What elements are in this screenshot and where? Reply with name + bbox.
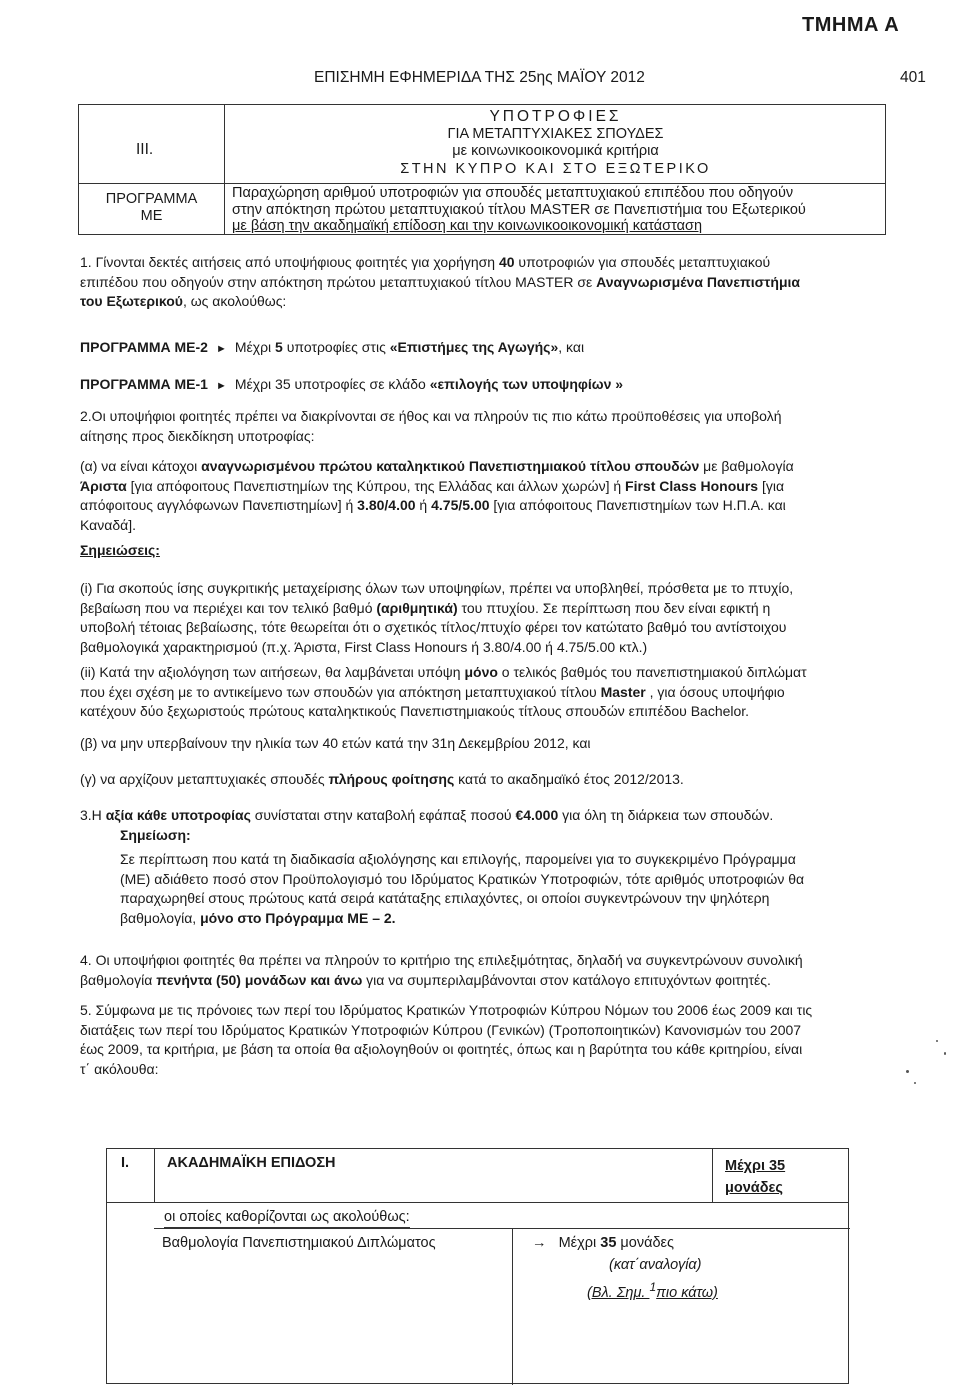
program-label-line1: ΠΡΟΓΡΑΜΜΑ [105,191,198,207]
criteria-value-number: 35 [600,1235,617,1251]
criteria-note-text-a: (Βλ. Σημ. [587,1284,650,1301]
cond-a-first-class: First Class Honours [625,477,759,494]
p1-line3-bold: του Εξωτερικού [80,293,183,309]
criteria-value-text-b: μονάδες [616,1235,674,1251]
title-desc-line-3: με βάση την ακαδημαϊκή επίδοση και την κοινωνικοοικονομική κατάσταση [232,218,703,234]
title-heading [224,108,887,178]
me2-text-b: υποτροφίες στις [282,339,390,355]
note-ii-line1-c: ο τελικός βαθμός του πανεπιστημιακού διπλώματ [497,664,807,680]
scan-speck [944,1052,946,1055]
scan-speck [914,1082,916,1084]
scan-speck [906,1070,909,1073]
p3-text-b: συνίσταται στην καταβολή εφάπαξ ποσού [250,807,516,823]
condition-b: (β) να μην υπερβαίνουν την ηλικία των 40 ετών κατά την 31η Δεκεμβρίου 2012, και [80,735,591,751]
cond-c-text-c: κατά το ακαδημαϊκό έτος 2012/2013. [454,771,684,787]
arrow-right-icon: → [532,1235,547,1251]
criteria-row-value [532,1235,674,1251]
criteria-heading-cell [154,1149,713,1202]
criteria-roman-cell [107,1149,155,1202]
cond-a-gpa-5: 4.75/5.00 [431,497,490,513]
scholarship-title-box [78,104,886,235]
cond-a-or: ή [415,497,432,513]
condition-a [80,457,880,535]
criteria-note-text-b: πιο κάτω) [656,1284,718,1301]
paragraph-5 [80,1001,880,1079]
me2-field: «Επιστήμες της Αγωγής» [389,339,559,355]
program-me2-label: ΠΡΟΓΡΑΜΜΑ ΜΕ-2 [80,339,208,355]
program-label [79,191,224,225]
condition-a-line-2 [80,477,880,497]
note-line4-a: βαθμολογία, [120,909,201,926]
note-heading: Σημείωση: [120,827,191,843]
condition-c [80,770,880,790]
paragraph-3 [80,806,880,826]
p3-text-c: για όλη τη διάρκεια των σπουδών. [558,807,774,823]
note-i-line-4: βαθμολογικά χαρακτηρισμού (π.χ. Άριστα, First Class Honours ή 3.80/4.00 ή 4.75/5.00 κτλ.) [80,638,648,655]
note-ii-line-3: κατέχουν δύο ξεχωριστούς πρώτους καταληκτικούς Πανεπιστημιακούς τίτλους σπουδών επιπέδου Bachelor. [80,703,750,719]
criteria-value-text-a: Μέχρι [558,1235,601,1251]
p3-bold-value: αξία κάθε υποτροφίας [105,807,251,823]
cond-c-text-a: (γ) να αρχίζουν μεταπτυχιακές σπουδές [80,771,329,787]
note-i-line-3: υποβολή τέτοιας βεβαίωσης, τότε θεωρείται ότι ο σχετικός τίτλος/πτυχίο φέρει τον κατώτατο βαθμό του αντίστοιχου [80,619,787,635]
p1-number: 40 [498,254,515,270]
cond-a-text-c: με βαθμολογία [699,458,794,474]
note-i-line-1: (i) Για σκοπούς ίσης συγκριτικής μεταχείρισης όλων των υποψηφίων, πρέπει να υποβληθεί, πρόσθετα με το πτυχίο, [80,580,794,596]
program-me1-label: ΠΡΟΓΡΑΜΜΑ ΜΕ-1 [80,376,208,392]
paragraph-4 [80,951,880,990]
note-i [80,579,880,657]
paragraph-1-line-3 [80,292,880,312]
note-ii-line1-a: (ii) Κατά την αξιολόγηση των αιτήσεων, θα λαμβάνεται υπόψη [80,664,465,680]
title-description [232,185,882,235]
condition-a-line-3 [80,496,880,516]
criteria-subheading: οι οποίες καθορίζονται ως ακολούθως: [164,1209,410,1228]
paragraph-2-line-2: αίτησης προς διεκδίκηση υποτροφίας: [80,427,315,444]
criteria-note-superscript: 1 [649,1280,657,1294]
note-line-2: (ΜΕ) αδιάθετο ποσό στον Προϋπολογισμό του Ιδρύματος Κρατικών Υποτροφιών, τότε αριθμός υποτροφιών θα [120,870,805,887]
p3-amount: €4.000 [515,807,559,823]
title-box-left-bottom-cell [79,183,225,234]
p1-line2-text: επιπέδου που οδηγούν στην απόκτηση πρώτου μεταπτυχιακού τίτλου MASTER σε [80,273,597,290]
p4-line-1: 4. Οι υποψήφιοι φοιτητές θα πρέπει να πληρούν το κριτήριο της επιλεξιμότητας, δηλαδή να συγκεντρώνουν συνολική [80,952,803,968]
cond-c-bold: πλήρους φοίτησης [328,771,455,787]
note-line4-bold: μόνο στο Πρόγραμμα ΜΕ – 2. [200,909,396,926]
criteria-max-line-2: μονάδες [725,1180,783,1196]
note-line-3: παραχωρηθεί στους πρώτους κατά σειρά κατάταξης επιλαχόντες, οι οποίοι συγκεντρώνουν την ψηλότερη [120,890,770,906]
scholarship-note [120,850,880,928]
note-i-line-2 [80,599,880,619]
p4-line-2 [80,971,880,991]
note-i-line2-c: του πτυχίου. Σε περίπτωση που δεν είναι εφικτή η [457,599,771,616]
note-ii-line2-c: , για όσους υποψήφιο [645,683,785,700]
p1-line2-bold: Αναγνωρισμένα Πανεπιστήμια [596,273,801,290]
title-line-2: ΓΙΑ ΜΕΤΑΠΤΥΧΙΑΚΕΣ ΣΠΟΥΔΕΣ [447,125,664,142]
cond-a-gpa-4: 3.80/4.00 [357,497,416,513]
paragraph-1 [80,253,880,312]
p5-line-4: τ΄ ακόλουθα: [80,1060,159,1077]
arrow-right-icon: ► [215,343,227,355]
criteria-roman: I. [121,1155,130,1171]
p5-line-1: 5. Σύμφωνα με τις πρόνοιες των περί του Ιδρύματος Κρατικών Υποτροφιών Κύπρου Νόμων του 2006 έως 2009 και τις [80,1002,813,1018]
page-number: 401 [900,69,926,86]
notes-heading: Σημειώσεις: [80,542,160,558]
condition-a-line-1 [80,457,880,477]
paragraph-1-line-2 [80,273,880,293]
title-box-left-top-cell [79,105,225,183]
program-me1-line [80,376,623,392]
me2-text-a: Μέχρι [234,339,276,355]
note-ii [80,663,880,722]
cond-a-line2-text: [για απόφοιτους Πανεπιστημίων της Κύπρου, της Ελλάδας και άλλων χωρών] ή [126,477,626,494]
me2-number: 5 [275,339,283,355]
p1-text-c: υποτροφιών για σπουδές μεταπτυχιακού [514,254,771,270]
cond-a-bold: αναγνωρισμένου πρώτου καταληκτικού Πανεπιστημιακού τίτλου σπουδών [201,458,700,474]
p1-text-a: 1. Γίνονται δεκτές αιτήσεις από υποψήφιους φοιτητές για χορήγηση [80,254,499,270]
p1-line3-text: , ως ακολούθως: [182,293,287,309]
section-label: ΤΜΗΜΑ Α [802,14,900,36]
program-me2-line [80,339,584,355]
note-i-line2-bold: (αριθμητικά) [376,599,458,616]
cond-a-grade-excellent: Άριστα [80,477,127,494]
criteria-row-divider [154,1228,850,1229]
paragraph-1-line-1 [80,253,880,273]
criteria-max-line-1: Μέχρι 35 [725,1158,786,1174]
note-ii-line2-a: που έχει σχέση με το αντικείμενο των σπουδών για απόκτηση μεταπτυχιακού τίτλου [80,683,601,700]
criteria-table [106,1148,849,1384]
program-label-line2: ΜΕ [140,208,163,224]
title-desc-line-2: στην απόκτηση πρώτου μεταπτυχιακού τίτλου MASTER σε Πανεπιστήμια του Εξωτερικού [232,201,806,218]
note-i-line2-a: βεβαίωση που να περιέχει και τον τελικό βαθμό [80,599,377,616]
criteria-row-note [587,1280,718,1301]
note-ii-line-2 [80,683,880,703]
p5-line-2: διατάξεις των περί του Ιδρύματος Κρατικών Υποτροφιών Κύπρου (Γενικών) (Τροποποιητικών) Κανονισμών του 2007 [80,1021,802,1038]
criteria-heading: ΑΚΑΔΗΜΑΪΚΗ ΕΠΙΔΟΣΗ [167,1155,336,1171]
cond-a-text-a: (α) να είναι κάτοχοι [80,458,202,474]
note-ii-line1-bold: μόνο [464,664,498,680]
title-line-3: με κοινωνικοοικονομικά κριτήρια [452,143,659,159]
p4-line2-bold: πενήντα (50) μονάδων και άνω [156,971,363,988]
condition-a-line-4: Καναδά]. [80,516,137,533]
cond-a-line2-text-c: [για [758,477,785,494]
section-roman-numeral: III. [136,141,154,158]
scan-speck [936,1040,938,1042]
p3-text-a: 3.Η [80,807,106,823]
gazette-running-head: ΕΠΙΣΗΜΗ ΕΦΗΜΕΡΙΔΑ ΤΗΣ 25ης ΜΑΪΟΥ 2012 [314,69,645,86]
note-line-4 [120,909,880,929]
note-line-1: Σε περίπτωση που κατά τη διαδικασία αξιολόγησης και επιλογής, παρομείνει για το συγκεκριμένο Πρόγραμμα [120,851,796,867]
me2-text-c: , και [558,339,585,355]
me1-field: «επιλογής των υποψηφίων » [429,376,624,392]
me1-text-a: Μέχρι 35 υποτροφίες σε κλάδο [234,376,430,392]
paragraph-2-line-1: 2.Οι υποψήφιοι φοιτητές πρέπει να διακρίνονται σε ήθος και να πληρούν τις πιο κάτω προϋποθέσεις για υποβολή [80,408,782,424]
p4-line2-c: για να συμπεριλαμβάνονται στον κατάλογο επιτυχόντων φοιτητές. [362,971,771,988]
p4-line2-a: βαθμολογία [80,971,157,988]
title-desc-line-1: Παραχώρηση αριθμού υποτροφιών για σπουδές μεταπτυχιακού επιπέδου που οδηγούν [232,185,794,201]
criteria-max-points [725,1155,785,1199]
cond-a-line3-text-c: [για απόφοιτους Πανεπιστημίων των Η.Π.Α. και [489,497,786,513]
note-ii-line-1 [80,663,880,683]
criteria-column-divider [512,1228,513,1385]
criteria-row-label: Βαθμολογία Πανεπιστημιακού Διπλώματος [162,1235,436,1251]
title-line-4: ΣΤΗΝ ΚΥΠΡΟ ΚΑΙ ΣΤΟ ΕΞΩΤΕΡΙΚΟ [400,160,711,177]
arrow-right-icon: ► [215,380,227,392]
note-ii-line2-bold: Master [600,683,646,700]
title-line-1: ΥΠΟΤΡΟΦΙΕΣ [489,108,622,125]
criteria-row-value-proportional: (κατ΄αναλογία) [609,1257,702,1273]
p5-line-3: έως 2009, τα κριτήρια, με βάση τα οποία θα αξιολογηθούν οι φοιτητές, όπως και η βαρύτητα του κάθε κριτηρίου, είναι [80,1041,803,1057]
paragraph-2 [80,407,880,446]
cond-a-line3-text: απόφοιτους αγγλόφωνων Πανεπιστημίων] ή [80,497,358,513]
